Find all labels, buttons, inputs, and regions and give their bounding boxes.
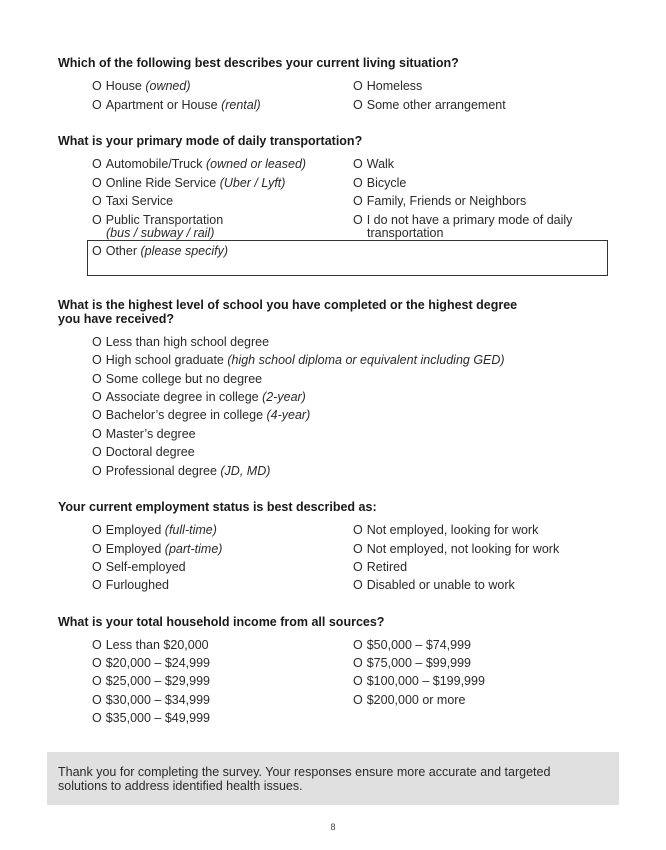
radio-circle-icon[interactable]: O [92, 98, 102, 112]
radio-circle-icon[interactable]: O [92, 194, 102, 208]
radio-circle-icon[interactable]: O [92, 560, 102, 574]
option-no-primary-mode[interactable]: O I do not have a primary mode of daily [353, 213, 573, 227]
option-income-35k-50k[interactable]: O $35,000 – $49,999 [92, 711, 211, 725]
option-automobile[interactable]: O Automobile/Truck (owned or leased) [92, 157, 307, 171]
option-employed-part-time[interactable]: O Employed (part-time) [92, 542, 223, 556]
radio-circle-icon[interactable]: O [353, 674, 363, 688]
option-income-50k-75k[interactable]: O $50,000 – $74,999 [353, 638, 472, 652]
radio-circle-icon[interactable]: O [353, 213, 363, 227]
option-less-than-high-school[interactable]: O Less than high school degree [92, 335, 270, 349]
option-masters-degree[interactable]: O Master’s degree [92, 427, 196, 441]
radio-circle-icon[interactable]: O [353, 578, 363, 592]
radio-circle-icon[interactable]: O [353, 542, 363, 556]
radio-circle-icon[interactable]: O [353, 194, 363, 208]
option-bicycle[interactable]: O Bicycle [353, 176, 407, 190]
radio-circle-icon[interactable]: O [92, 693, 102, 707]
option-public-transportation[interactable]: O Public Transportation [92, 213, 224, 227]
option-house-owned[interactable]: O House (owned) [92, 79, 191, 93]
option-furloughed[interactable]: O Furloughed [92, 578, 169, 592]
option-taxi[interactable]: O Taxi Service [92, 194, 174, 208]
radio-circle-icon[interactable]: O [353, 523, 363, 537]
public-transportation-examples: (bus / subway / rail) [106, 226, 215, 240]
option-apartment-rental[interactable]: O Apartment or House (rental) [92, 98, 261, 112]
radio-circle-icon[interactable]: O [92, 390, 102, 404]
option-high-school-graduate[interactable]: O High school graduate (high school diploma or equivalent including GED) [92, 353, 505, 367]
option-income-75k-100k[interactable]: O $75,000 – $99,999 [353, 656, 472, 670]
question-income: What is your total household income from all sources? [58, 615, 385, 629]
radio-circle-icon[interactable]: O [92, 523, 102, 537]
question-living-situation: Which of the following best describes your current living situation? [58, 56, 459, 70]
radio-circle-icon[interactable]: O [92, 445, 102, 459]
radio-circle-icon[interactable]: O [353, 98, 363, 112]
radio-circle-icon[interactable]: O [92, 176, 102, 190]
radio-circle-icon[interactable]: O [353, 157, 363, 171]
radio-circle-icon[interactable]: O [92, 353, 102, 367]
radio-circle-icon[interactable]: O [92, 79, 102, 93]
option-income-30k-35k[interactable]: O $30,000 – $34,999 [92, 693, 211, 707]
option-income-100k-200k[interactable]: O $100,000 – $199,999 [353, 674, 485, 688]
radio-circle-icon[interactable]: O [92, 674, 102, 688]
radio-circle-icon[interactable]: O [92, 335, 102, 349]
thank-you-line-2: solutions to address identified health issues. [58, 779, 303, 793]
option-income-under-20k[interactable]: O Less than $20,000 [92, 638, 209, 652]
option-family-friends[interactable]: O Family, Friends or Neighbors [353, 194, 527, 208]
radio-circle-icon[interactable]: O [353, 176, 363, 190]
option-disabled[interactable]: O Disabled or unable to work [353, 578, 515, 592]
option-self-employed[interactable]: O Self-employed [92, 560, 186, 574]
radio-circle-icon[interactable]: O [92, 638, 102, 652]
radio-circle-icon[interactable]: O [92, 213, 102, 227]
question-employment: Your current employment status is best described as: [58, 500, 377, 514]
radio-circle-icon[interactable]: O [92, 372, 102, 386]
radio-circle-icon[interactable]: O [353, 560, 363, 574]
radio-circle-icon[interactable]: O [92, 656, 102, 670]
radio-circle-icon[interactable]: O [92, 408, 102, 422]
question-transportation: What is your primary mode of daily transportation? [58, 134, 363, 148]
radio-circle-icon[interactable]: O [353, 656, 363, 670]
radio-circle-icon[interactable]: O [92, 464, 102, 478]
page-number: 8 [330, 822, 336, 832]
option-income-25k-30k[interactable]: O $25,000 – $29,999 [92, 674, 211, 688]
option-retired[interactable]: O Retired [353, 560, 408, 574]
radio-circle-icon[interactable]: O [92, 244, 102, 258]
option-doctoral-degree[interactable]: O Doctoral degree [92, 445, 195, 459]
radio-circle-icon[interactable]: O [92, 578, 102, 592]
option-online-ride[interactable]: O Online Ride Service (Uber / Lyft) [92, 176, 286, 190]
no-primary-mode-continuation: transportation [367, 226, 444, 240]
option-homeless[interactable]: O Homeless [353, 79, 423, 93]
option-not-employed-not-looking[interactable]: O Not employed, not looking for work [353, 542, 560, 556]
option-income-200k-plus[interactable]: O $200,000 or more [353, 693, 466, 707]
radio-circle-icon[interactable]: O [92, 711, 102, 725]
option-not-employed-looking[interactable]: O Not employed, looking for work [353, 523, 539, 537]
option-employed-full-time[interactable]: O Employed (full-time) [92, 523, 217, 537]
option-professional-degree[interactable]: O Professional degree (JD, MD) [92, 464, 271, 478]
radio-circle-icon[interactable]: O [353, 638, 363, 652]
option-walk[interactable]: O Walk [353, 157, 395, 171]
option-bachelors-degree[interactable]: O Bachelor’s degree in college (4-year) [92, 408, 311, 422]
option-other-arrangement[interactable]: O Some other arrangement [353, 98, 506, 112]
radio-circle-icon[interactable]: O [92, 542, 102, 556]
option-income-20k-25k[interactable]: O $20,000 – $24,999 [92, 656, 211, 670]
question-education: What is the highest level of school you have completed or the highest degree you have received? [58, 298, 518, 326]
radio-circle-icon[interactable]: O [92, 157, 102, 171]
thank-you-line-1: Thank you for completing the survey. Your responses ensure more accurate and targeted [58, 765, 551, 779]
radio-circle-icon[interactable]: O [92, 427, 102, 441]
thank-you-panel [47, 752, 619, 805]
radio-circle-icon[interactable]: O [353, 79, 363, 93]
radio-circle-icon[interactable]: O [353, 693, 363, 707]
option-other-specify[interactable]: O Other (please specify) [92, 244, 229, 258]
option-associate-degree[interactable]: O Associate degree in college (2-year) [92, 390, 306, 404]
option-some-college[interactable]: O Some college but no degree [92, 372, 263, 386]
